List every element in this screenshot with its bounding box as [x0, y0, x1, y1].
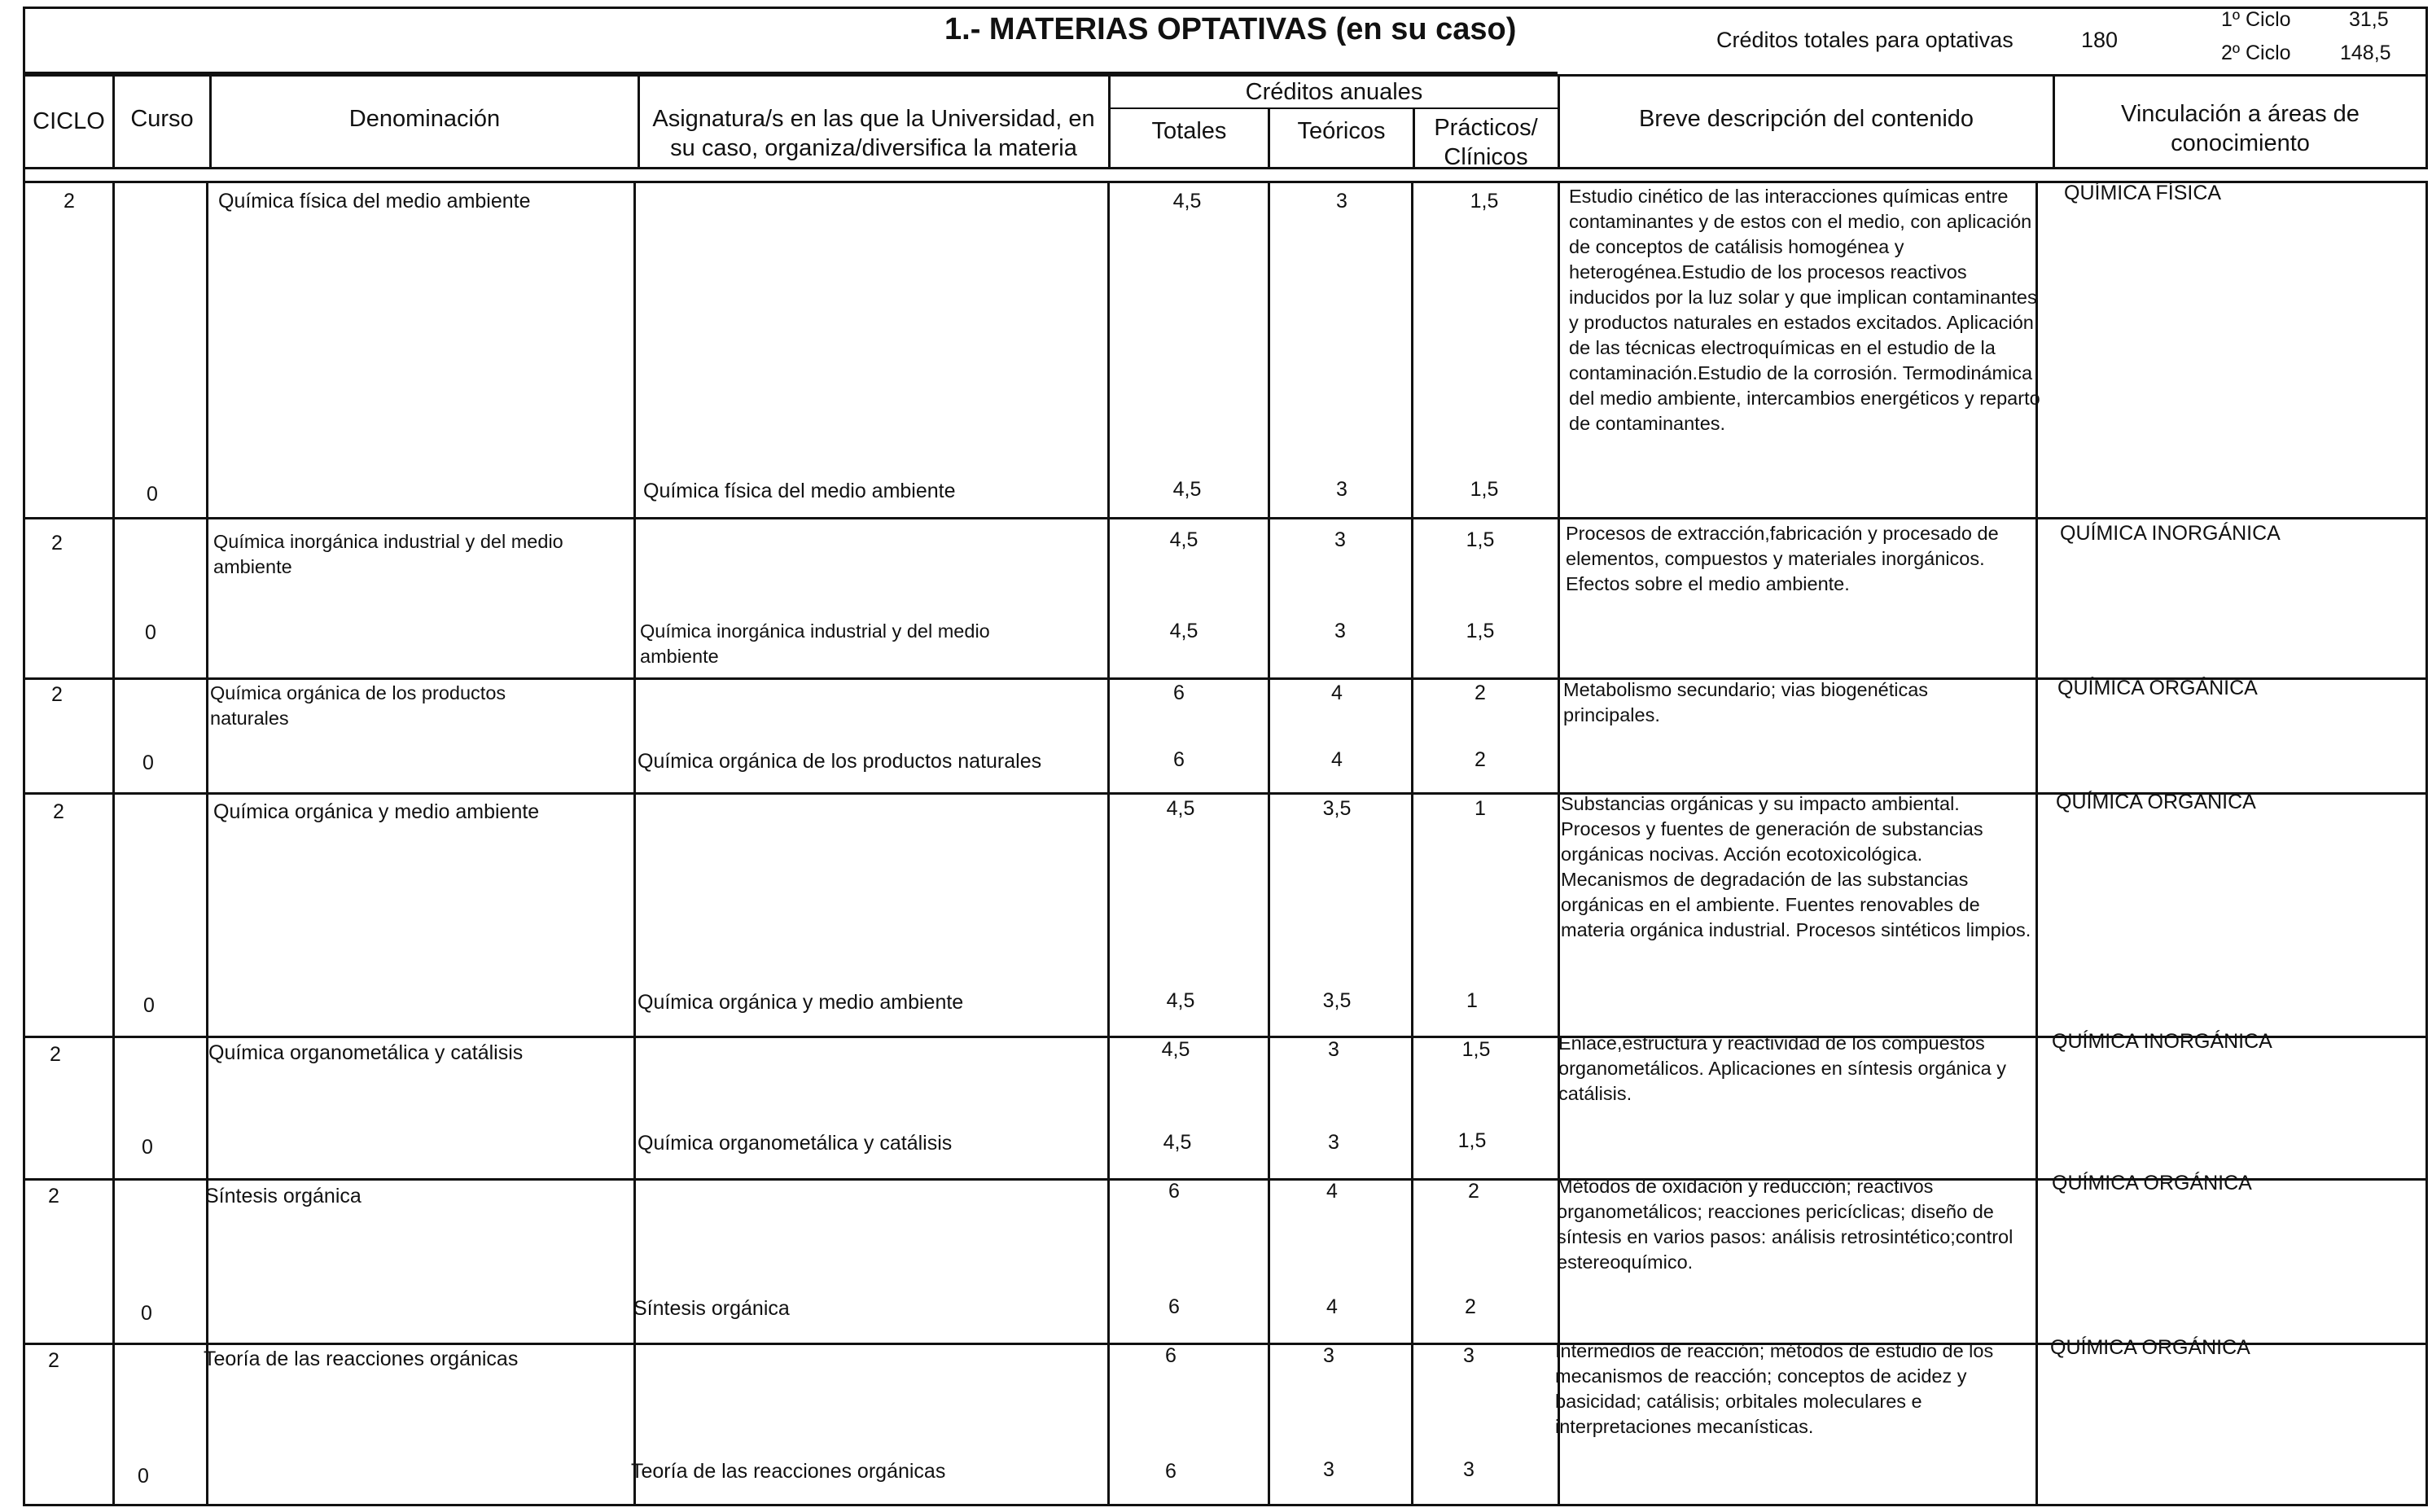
- contenido-descripcion: Procesos de extracción,fabricación y procesado de elementos, compuestos y materiales inorgánicos. Efectos sobre el medio ambiente.: [1566, 523, 1999, 594]
- asignatura-practicos: 1,5: [1470, 478, 1499, 501]
- materia-name: Teoría de las reacciones orgánicas: [204, 1348, 519, 1370]
- asignatura-practicos: 1: [1466, 989, 1478, 1012]
- asignatura-totales: 4,5: [1169, 620, 1198, 642]
- col-sep: [638, 74, 640, 169]
- asignatura-totales: 6: [1165, 1460, 1177, 1483]
- asignatura-teoricos: 4: [1331, 748, 1343, 771]
- asignatura-totales: 6: [1173, 748, 1185, 771]
- creditos-totales: 6: [1168, 1180, 1180, 1203]
- creditos-totales: 4,5: [1172, 190, 1202, 213]
- body-col-sep: [1558, 181, 1560, 1506]
- asignatura-teoricos: 3: [1328, 1131, 1339, 1154]
- ciclo-value: 2: [48, 1185, 59, 1207]
- materia-name: Química orgánica de los productos naturales: [210, 682, 506, 729]
- asignatura-teoricos: 3: [1323, 1458, 1334, 1481]
- asignatura-practicos: 2: [1465, 1295, 1476, 1318]
- creditos-practicos: 1,5: [1470, 190, 1499, 213]
- area-conocimiento: QUÍMICA ORGANICA: [2056, 791, 2256, 813]
- asignatura-name: Química orgánica de los productos naturales: [638, 750, 1042, 773]
- creditos-totales-label: Créditos totales para optativas: [1716, 28, 2014, 52]
- asignatura-practicos: 1,5: [1466, 620, 1495, 642]
- curso-value: 0: [141, 1302, 152, 1325]
- ciclo-value: 2: [48, 1349, 59, 1372]
- curso-value: 0: [143, 994, 155, 1017]
- materia-name: Química inorgánica industrial y del medio ambiente: [213, 531, 563, 577]
- materia-name: Síntesis orgánica: [205, 1185, 362, 1207]
- asignatura-practicos: 1,5: [1457, 1129, 1487, 1152]
- header-top-line: [23, 74, 2428, 77]
- creditos-totales: 4,5: [1166, 797, 1195, 820]
- creditos-teoricos: 3: [1323, 1344, 1334, 1367]
- header-totales: Totales: [1151, 118, 1227, 144]
- outer-left-border: [23, 7, 25, 1505]
- body-col-sep: [112, 181, 115, 1506]
- creditos-totales: 4,5: [1169, 528, 1198, 551]
- area-conocimiento: QUÍMICA FÍSICA: [2064, 182, 2222, 204]
- area-conocimiento: QUÍMICA INORGÁNICA: [2060, 522, 2281, 545]
- materia-name: Química orgánica y medio ambiente: [213, 800, 540, 823]
- creditos-totales: 4,5: [1161, 1038, 1190, 1061]
- asignatura-practicos: 2: [1475, 748, 1486, 771]
- creditos-practicos: 1,5: [1466, 528, 1495, 551]
- outer-right-border: [2425, 7, 2428, 167]
- contenido-descripcion: Métodos de oxidación y reducción; reactivos organometálicos; reacciones pericíclicas; diseño de síntesis en varios pasos: análisis retrosintético;control estereoquímico.: [1557, 1176, 2014, 1273]
- creditos-teoricos: 3: [1334, 528, 1346, 551]
- header-vinculacion: Vinculación a áreas de conocimiento: [2121, 101, 2360, 156]
- creditos-teoricos: 3: [1336, 190, 1347, 213]
- creditos-practicos: 1: [1475, 797, 1486, 820]
- curso-value: 0: [142, 752, 154, 774]
- ciclo1-value: 31,5: [2349, 8, 2389, 31]
- header-descripcion: Breve descripción del contenido: [1638, 106, 1974, 132]
- body-col-sep: [1268, 181, 1270, 1506]
- creditos-practicos: 1,5: [1461, 1038, 1491, 1061]
- creditos-totales: 6: [1165, 1344, 1177, 1367]
- header-practicos: Prácticos/ Clínicos: [1434, 115, 1538, 170]
- body-col-sep: [1411, 181, 1413, 1506]
- body-col-sep: [1107, 181, 1110, 1506]
- header-bottom-line: [23, 167, 2428, 169]
- page-title: 1.- MATERIAS OPTATIVAS (en su caso): [944, 12, 1517, 46]
- ciclo-value: 2: [64, 190, 75, 213]
- area-conocimiento: QUÍMICA ORGÁNICA: [2050, 1336, 2250, 1359]
- curso-value: 0: [145, 621, 156, 644]
- asignatura-totales: 4,5: [1166, 989, 1195, 1012]
- area-conocimiento: QUÍMICA ORGÁNICA: [2052, 1172, 2252, 1194]
- asignatura-teoricos: 3: [1336, 478, 1347, 501]
- asignatura-totales: 4,5: [1172, 478, 1202, 501]
- creditos-sub-line: [1108, 107, 1560, 109]
- asignatura-name: Química organometálica y catálisis: [638, 1132, 953, 1155]
- body-col-sep: [206, 181, 208, 1506]
- ciclo1-label: 1º Ciclo: [2221, 8, 2291, 31]
- asignatura-practicos: 3: [1463, 1458, 1475, 1481]
- creditos-totales: 6: [1173, 681, 1185, 704]
- creditos-teoricos: 4: [1326, 1180, 1338, 1203]
- header-denominacion: Denominación: [348, 106, 501, 132]
- contenido-descripcion: Metabolismo secundario; vias biogenéticas principales.: [1563, 679, 1929, 725]
- ciclo2-label: 2º Ciclo: [2221, 42, 2291, 64]
- curso-value: 0: [138, 1465, 149, 1488]
- asignatura-totales: 6: [1168, 1295, 1180, 1318]
- header-ciclo: CICLO: [33, 108, 105, 134]
- header-teoricos: Teóricos: [1297, 118, 1386, 144]
- area-conocimiento: QUÍMICA ORGÁNICA: [2057, 677, 2258, 699]
- col-sep: [1413, 107, 1415, 169]
- contenido-descripcion: Estudio cinético de las interacciones químicas entre contaminantes y de estos con el medio, con aplicación de conceptos de catálisis homogénea y heterogénea.Estudio de los procesos reactivos inducidos por la luz solar y que implican contaminantes y productos naturales en estados excitados. Aplicación de las técnicas electroquímicas en el estudio de la contaminación.Estudio de la corrosión. Termodinámica del medio ambiente, intercambios energéticos y reparto de contaminantes.: [1569, 186, 2040, 434]
- asignatura-name: Química orgánica y medio ambiente: [638, 991, 964, 1014]
- area-conocimiento: QUÍMICA INORGÁNICA: [2052, 1030, 2272, 1053]
- creditos-teoricos: 3: [1328, 1038, 1339, 1061]
- ciclo-value: 2: [53, 800, 64, 823]
- outer-top-border: [23, 7, 2428, 9]
- creditos-practicos: 3: [1463, 1344, 1475, 1367]
- header-creditos-anuales: Créditos anuales: [1245, 79, 1423, 105]
- creditos-teoricos: 3,5: [1322, 797, 1352, 820]
- curso-value: 0: [147, 483, 158, 506]
- asignatura-teoricos: 3,5: [1322, 989, 1352, 1012]
- ciclo-value: 2: [51, 532, 63, 554]
- ciclo-value: 2: [51, 683, 63, 706]
- header-curso: Curso: [130, 106, 194, 132]
- body-right-border: [2425, 181, 2428, 1506]
- curso-value: 0: [142, 1136, 153, 1159]
- creditos-practicos: 2: [1475, 681, 1486, 704]
- asignatura-name: Química inorgánica industrial y del medio ambiente: [640, 620, 990, 667]
- asignatura-name: Síntesis orgánica: [633, 1297, 790, 1320]
- asignatura-teoricos: 4: [1326, 1295, 1338, 1318]
- header-asignatura: Asignatura/s en las que la Universidad, en su caso, organiza/diversifica la materia: [652, 106, 1095, 161]
- materia-name: Química organometálica y catálisis: [208, 1041, 524, 1064]
- creditos-teoricos: 4: [1331, 681, 1343, 704]
- creditos-totales-value: 180: [2081, 28, 2119, 52]
- materia-name: Química física del medio ambiente: [218, 190, 531, 213]
- outer-bottom-border: [23, 1504, 2428, 1506]
- ciclo-value: 2: [50, 1043, 61, 1066]
- asignatura-totales: 4,5: [1163, 1131, 1192, 1154]
- row-sep: [23, 517, 2428, 519]
- asignatura-name: Teoría de las reacciones orgánicas: [631, 1460, 946, 1483]
- contenido-descripcion: Enlace,estructura y reactividad de los compuestos organometálicos. Aplicaciones en síntesis orgánica y catálisis.: [1558, 1032, 2006, 1104]
- asignatura-teoricos: 3: [1334, 620, 1346, 642]
- ciclo2-value: 148,5: [2340, 42, 2391, 64]
- creditos-practicos: 2: [1468, 1180, 1479, 1203]
- contenido-descripcion: Intermedios de reacción; métodos de estudio de los mecanismos de reacción; conceptos de acidez y basicidad; catálisis; orbitales moleculares e interpretaciones mecanísticas.: [1555, 1340, 1994, 1437]
- contenido-descripcion: Substancias orgánicas y su impacto ambiental. Procesos y fuentes de generación de substancias orgánicas nocivas. Acción ecotoxicológica. Mecanismos de degradación de las substancias orgánicas en el ambiente. Fuentes renovables de materia orgánica industrial. Procesos sintéticos limpios.: [1561, 793, 2031, 940]
- asignatura-name: Química física del medio ambiente: [643, 480, 956, 502]
